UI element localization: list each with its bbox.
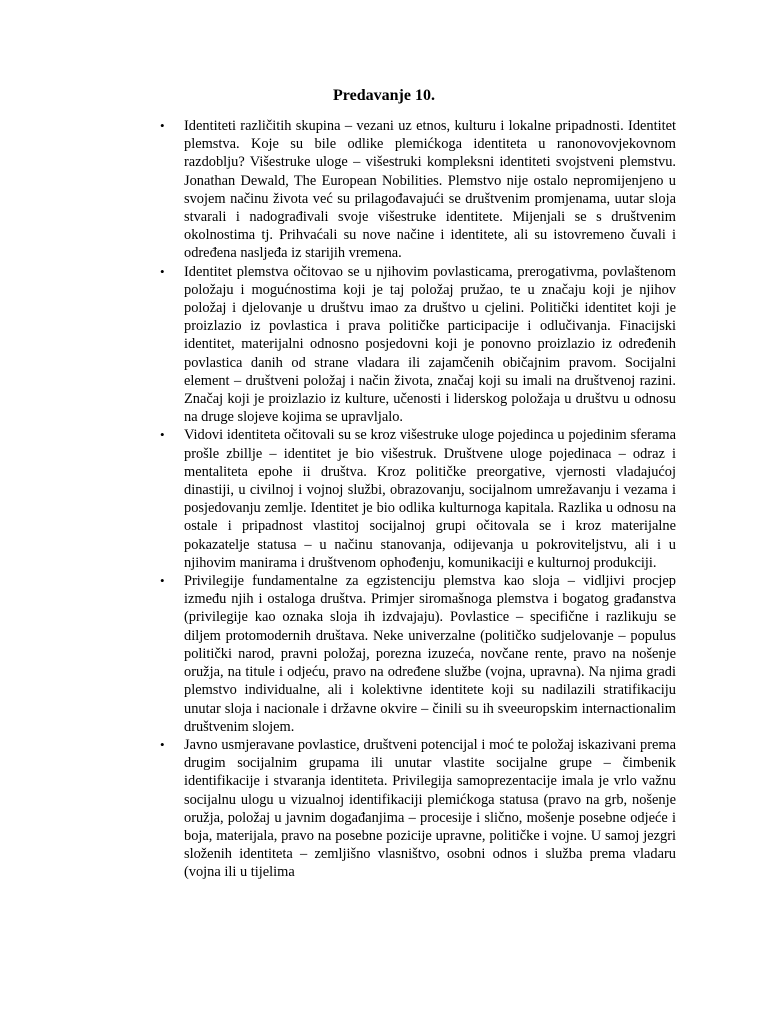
paragraph-text: Vidovi identiteta očitovali su se kroz višestruke uloge pojedinca u pojedinim sferama prošle zbillje – identitet je bio višestruk. Društvene uloge pojedinaca – odraz i mentaliteta epohe ii društva. Kroz političke preorgative, vjernosti vladajućoj dinastiji, u civilnoj i vojnoj službi, obrazovanju, socijalnom umrežavanju i vezama i posjedovanju zemlje. Identitet je bio odlika kulturnoga kapitala. Razlika u odnosu na ostale i pripadnost vlastitoj socijalnoj grupi očitovala se i kroz materijalne pokazatelje statusa – u načinu stanovanja, odijevanja u pokroviteljstvu, ali i u njihovim manirama i društvenom ophođenju, komunikaciji e kulturnoj produkciji. [184,427,676,571]
paragraph-text: Identitet plemstva očitovao se u njihovim povlasticama, prerogativma, povlaštenom položaju i mogućnostima koji je taj položaj pružao, te u značaju koji je njihov položaj i djelovanje u društvu imao za društvo u cjelini. Politički identitet koji je proizlazio iz povlastica i prava političke participacije i odlučivanja. Finacijski identitet, materijalni odnosno posjedovni koji je ponovno proizlazio iz određenih povlastica danih od strane vladara ili zajamčenih običajnim pravom. Socijalni element – društveni položaj i način života, značaj koji su imali na društvenoj razini. Značaj koji je proizlazio iz kulture, učenosti i liderskog položaja u društvu u odnosu na druge slojeve kojima se upravljalo. [184,263,676,426]
list-item [160,263,676,427]
paragraph-text: Privilegije fundamentalne za egzistenciju plemstva kao sloja – vidljivi procjep između njih i ostaloga društva. Primjer siromašnoga plemstva i bogatog građanstva (privilegije kao oznaka sloja ih izdvajaju). Povlastice – specifične i razlikuju se diljem protomodernih društava. Neke univerzalne (političko sudjelovanje – populus politički narod, pravni položaj, porezna izuzeća, novčane rente, pravo na nošenje oružja, na titule i odjeću, pravo na određene službe (vojna, upravna). Na njima gradi plemstvo individualne, ali i kolektivne identitete koji su nadilazili stratifikaciju unutar sloja i nacionale i državne okvire – činili su ih sveeuropskim internactionalim društvenim slojem. [184,573,676,735]
bullet-list [160,117,676,882]
list-item [160,117,676,263]
bullet-icon: • [160,736,165,752]
list-item [160,736,676,882]
list-item [160,426,676,572]
bullet-icon: • [160,573,165,589]
page-title [0,86,768,106]
page-title-text: Predavanje 10. [333,87,435,104]
bullet-icon: • [160,427,165,443]
bullet-icon: • [160,263,165,279]
paragraph-text: Identiteti različitih skupina – vezani uz etnos, kulturu i lokalne pripadnosti. Identitet plemstva. Koje su bile odlike plemićkoga identiteta u ranonovovjekovnom razdoblju? Višestruke uloge – višestruki kompleksni identiteti svojstveni plemstvu. Jonathan Dewald, The European Nobilities. Plemstvo nije ostalo nepromijenjeno u svojem načinu života već su prilagođavajući se društvenim promjenama, uutar sloja stvarali i nadograđivali svoje višestruke identitete. Mijenjali se s društvenim okolnostima tj. Prihvaćali su nove načine i identitete, ali su istovremeno čuvali i određena nasljeđa iz starijih vremena. [184,118,676,262]
bullet-icon: • [160,118,165,133]
paragraph-text: Javno usmjeravane povlastice, društveni potencijal i moć te položaj iskazivani prema drugim socijalnim grupama ili unutar vlastite socijalne grupe – čimbenik identifikacije i stvaranja identiteta. Privilegija samoprezentacije imala je vrlo važnu socijalnu ulogu u vizualnoj identifikaciji plemićkoga statusa (pravo na grb, nošenje oružja, položaj u javnim događanjima – procesije i slično, mošenje posebne odjeće i boja, materijala, pravo na posebne pozicije upravne, političke i vojne. U samoj jezgri složenih identiteta – zemljišno vlasništvo, osobni odnos i služba prema vladaru (vojna ili u tijelima [184,736,676,881]
list-item [160,572,676,736]
